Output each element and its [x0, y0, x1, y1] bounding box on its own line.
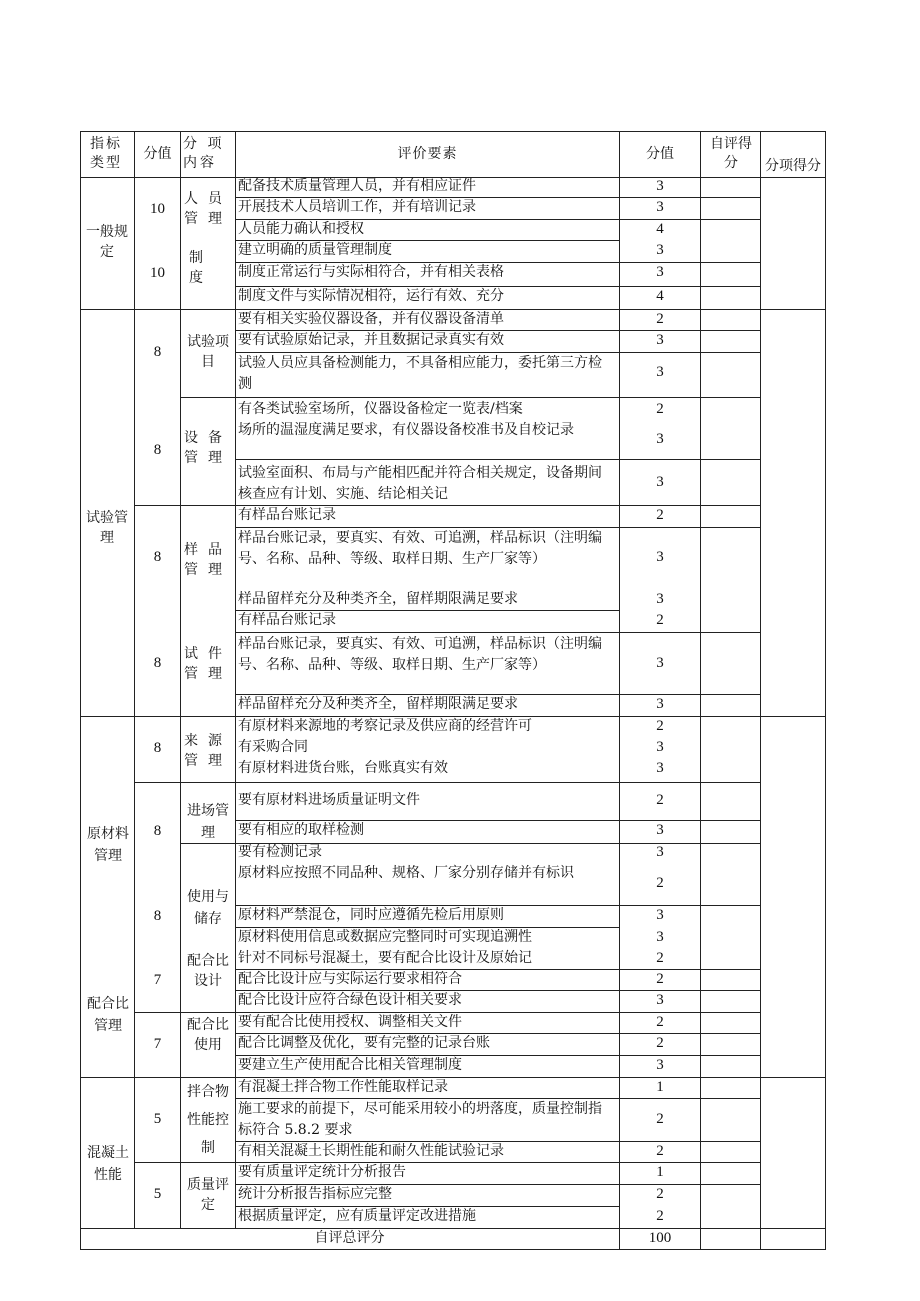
criterion: 要有配合比使用授权、调整相关文件: [238, 1014, 462, 1030]
criterion: 场所的温湿度满足要求，有仪器设备校准书及自校记录: [238, 422, 574, 438]
criterion: 样品台账记录，要真实、有效、可追溯，样品标识（注明编号、名称、品种、等级、取样日期、生产厂家等）: [238, 530, 602, 567]
criterion: 针对不同标号混凝土，要有配合比设计及原始记: [238, 950, 532, 966]
criterion: 根据质量评定，应有质量评定改进措施: [238, 1208, 476, 1224]
criterion-points: 2: [656, 1186, 664, 1202]
group-score: 5: [153, 1111, 162, 1127]
criterion: 要有相应的取样检测: [238, 822, 364, 838]
header-subtotal: 分项得分: [765, 158, 821, 174]
group-label: 制度: [189, 250, 203, 286]
group-label: 使用与储存: [187, 889, 229, 927]
criterion-points: 2: [656, 507, 664, 523]
criterion: 有混凝土拌合物工作性能取样记录: [238, 1079, 448, 1095]
criterion-points: 2: [656, 1035, 664, 1051]
criterion-points: 3: [656, 242, 664, 258]
criterion: 统计分析报告指标应完整: [238, 1186, 392, 1202]
header-self-score: 自评得分: [710, 136, 752, 171]
criterion: 要有相关实验仪器设备，并有仪器设备清单: [238, 311, 504, 327]
group-label: 质量评定: [187, 1177, 229, 1213]
criterion-points: 3: [656, 739, 664, 755]
criterion-points: 2: [656, 1111, 664, 1127]
criterion: 建立明确的质量管理制度: [238, 242, 392, 258]
criterion: 有相关混凝土长期性能和耐久性能试验记录: [238, 1143, 504, 1159]
group-score: 8: [153, 344, 162, 360]
criterion-points: 3: [656, 696, 664, 712]
criterion: 配备技术质量管理人员，并有相应证件: [238, 178, 476, 194]
criterion: 有原材料来源地的考察记录及供应商的经营许可: [238, 718, 532, 734]
criterion-points: 3: [656, 591, 664, 607]
group-score: 8: [153, 549, 162, 565]
criterion: 制度正常运行与实际相符合，并有相关表格: [238, 264, 504, 280]
criterion-points: 4: [656, 288, 664, 304]
criterion: 原材料应按照不同品种、规格、厂家分别存储并有标识: [238, 865, 574, 881]
group-score: 8: [153, 740, 162, 756]
criterion: 人员能力确认和授权: [238, 221, 364, 237]
criterion-points: 3: [656, 199, 664, 215]
group-label: 来源管理: [184, 733, 232, 769]
criterion-points: 3: [656, 992, 664, 1008]
criterion-points: 2: [656, 971, 664, 987]
criterion-points: 3: [656, 332, 664, 348]
criterion-points: 2: [656, 1143, 664, 1159]
criterion-points: 3: [656, 474, 664, 490]
criterion-points: 2: [656, 950, 664, 966]
criterion-points: 3: [656, 844, 664, 860]
criterion-points: 1: [656, 1079, 664, 1095]
criterion-points: 1: [656, 1164, 664, 1180]
criterion: 开展技术人员培训工作，并有培训记录: [238, 199, 476, 215]
criterion-points: 2: [656, 718, 664, 734]
header-sub: 分 项内容: [183, 136, 225, 171]
group-score: 5: [153, 1186, 162, 1202]
criterion-points: 2: [656, 612, 664, 628]
criterion: 试验人员应具备检测能力，不具备相应能力，委托第三方检测: [238, 355, 602, 392]
criterion-points: 3: [656, 549, 664, 565]
category-general: 一般规定: [86, 224, 128, 260]
criterion-points: 2: [656, 792, 664, 808]
criterion: 有原材料进货台账，台账真实有效: [238, 760, 448, 776]
group-score: 8: [153, 823, 162, 839]
group-score: 8: [153, 442, 162, 458]
criterion-points: 2: [656, 1014, 664, 1030]
criterion: 试验室面积、布局与产能相匹配并符合相关规定，设备期间核查应有计划、实施、结论相关记: [238, 465, 602, 502]
criterion-points: 3: [656, 264, 664, 280]
criterion: 施工要求的前提下，尽可能采用较小的坍落度，质量控制指标符合 5.8.2 要求: [238, 1101, 602, 1138]
group-label: 配合比设计: [187, 953, 229, 989]
category-mix-ratio: 配合比管理: [87, 996, 129, 1034]
criterion-points: 3: [656, 178, 664, 194]
category-concrete: 混凝土性能: [87, 1145, 129, 1183]
criterion: 配合比设计应与实际运行要求相符合: [238, 971, 462, 987]
criterion-points: 2: [656, 401, 664, 417]
criterion: 有采购合同: [238, 739, 308, 755]
group-label: 进场管理: [187, 803, 229, 841]
criterion: 原材料使用信息或数据应完整同时可实现追溯性: [238, 929, 532, 945]
group-score: 7: [153, 1036, 162, 1052]
criterion-points: 3: [656, 655, 664, 671]
group-label: 试件管理: [184, 646, 232, 682]
header-score: 分值: [143, 146, 172, 162]
group-score: 10: [150, 265, 165, 281]
criterion: 要建立生产使用配合比相关管理制度: [238, 1057, 462, 1073]
category-testing: 试验管理: [86, 510, 128, 546]
criterion-points: 3: [656, 907, 664, 923]
criterion: 样品留样充分及种类齐全，留样期限满足要求: [238, 591, 518, 607]
header-type: 指标类型: [90, 136, 122, 171]
criterion: 要有原材料进场质量证明文件: [238, 792, 420, 808]
criterion-points: 2: [656, 1208, 664, 1224]
group-label: 拌合物性能控制: [187, 1084, 229, 1156]
group-score: 10: [150, 201, 165, 217]
criterion-points: 4: [656, 221, 664, 237]
criterion: 原材料严禁混仓，同时应遵循先检后用原则: [238, 907, 504, 923]
group-label: 人员管理: [184, 191, 232, 227]
criterion-points: 3: [656, 760, 664, 776]
criterion: 样品台账记录，要真实、有效、可追溯，样品标识（注明编号、名称、品种、等级、取样日期、生产厂家等）: [238, 636, 602, 673]
criterion: 有各类试验室场所，仪器设备检定一览表/档案: [238, 401, 523, 417]
group-label: 设备管理: [184, 430, 232, 466]
criterion: 要有检测记录: [238, 844, 322, 860]
header-criteria: 评价要素: [397, 146, 458, 162]
criterion-points: 2: [656, 311, 664, 327]
criterion-points: 3: [656, 929, 664, 945]
criterion: 要有质量评定统计分析报告: [238, 1164, 406, 1180]
header-points: 分值: [646, 146, 674, 162]
criterion-points: 3: [656, 431, 664, 447]
group-score: 8: [153, 655, 162, 671]
group-score: 8: [153, 908, 162, 924]
group-label: 样品管理: [184, 542, 232, 578]
criterion: 有样品台账记录: [238, 507, 336, 523]
criterion-points: 3: [656, 364, 664, 380]
criterion-points: 3: [656, 822, 664, 838]
category-raw-material: 原材料管理: [87, 826, 129, 864]
criterion: 制度文件与实际情况相符，运行有效、充分: [238, 288, 504, 304]
criterion: 有样品台账记录: [238, 612, 336, 628]
criterion: 配合比调整及优化，要有完整的记录台账: [238, 1035, 490, 1051]
criterion-points: 3: [656, 1057, 664, 1073]
group-score: 7: [153, 972, 162, 988]
criterion: 配合比设计应符合绿色设计相关要求: [238, 992, 462, 1008]
criterion: 样品留样充分及种类齐全，留样期限满足要求: [238, 696, 518, 712]
group-label: 配合比使用: [187, 1017, 229, 1053]
criterion-points: 2: [656, 875, 664, 891]
total-score: 100: [648, 1230, 672, 1246]
criterion: 要有试验原始记录，并且数据记录真实有效: [238, 332, 504, 348]
group-label: 试验项目: [187, 334, 229, 370]
total-label: 自评总评分: [314, 1230, 385, 1246]
